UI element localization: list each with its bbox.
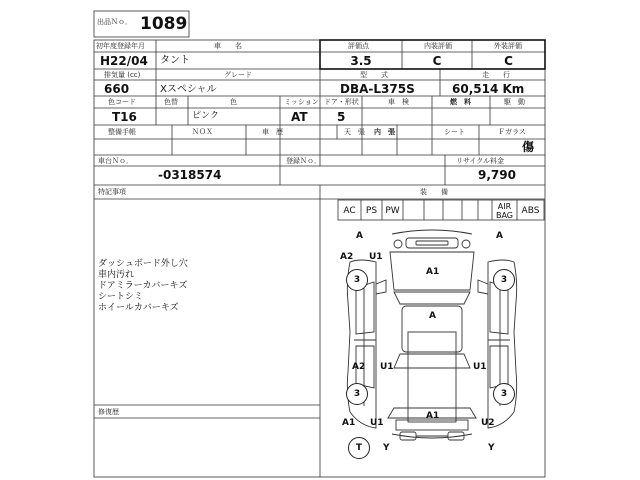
chassis-number-label: 車台Ｎｏ． <box>98 157 133 165</box>
model-value: DBA-L375S <box>340 82 415 96</box>
mark-y-right: Y <box>488 443 495 453</box>
mark-a2-rear: A2 <box>352 362 366 372</box>
mark-3-right-rear: 3 <box>493 383 515 405</box>
exterior-grade-label: 外装評価 <box>494 42 522 50</box>
first-registration-value: H22/04 <box>100 54 148 68</box>
front-glass-value: 傷 <box>522 140 535 154</box>
interior-grade-value: C <box>432 54 442 68</box>
equipment-airbag: AIR BAG <box>495 202 514 220</box>
seat-label: シート <box>444 128 465 136</box>
equipment-label: 装 備 <box>420 188 448 196</box>
color-value: ピンク <box>192 111 219 121</box>
recycle-fee-label: リサイクル料金 <box>456 157 505 165</box>
door-value: 5 <box>337 110 346 124</box>
displacement-label: 排気量 (cc) <box>104 71 141 79</box>
mark-a2-front: A2 <box>340 252 354 262</box>
chassis-number-value: -0318574 <box>158 168 222 182</box>
car-history-label: 車 歴 <box>262 128 283 136</box>
recycle-fee-value: 9,790 <box>478 168 516 182</box>
exterior-grade-value: C <box>504 54 513 68</box>
mark-u2-rear-right: U2 <box>481 418 495 428</box>
drive-label: 駆 動 <box>504 98 525 106</box>
mileage-value: 60,514 Km <box>452 82 525 96</box>
registration-number-label: 登録Ｎｏ． <box>286 157 321 165</box>
color-code-label: 色コード <box>108 98 136 106</box>
note-item: シートシミ <box>98 292 144 302</box>
mark-a-roof: A <box>429 311 436 321</box>
mark-u1-front: U1 <box>369 252 383 262</box>
mark-a-front-right: A <box>496 231 503 241</box>
mission-label: ミッション <box>284 98 319 106</box>
equipment-pw: PW <box>385 206 400 216</box>
lot-number-label: 出品Ｎｏ． <box>97 18 132 26</box>
service-book-label: 整備手帳 <box>108 128 136 136</box>
mileage-label: 走 行 <box>482 71 510 79</box>
displacement-value: 660 <box>104 82 130 96</box>
color-code-value: T16 <box>112 110 137 124</box>
mark-3-right-front: 3 <box>493 269 515 291</box>
note-item: ドアミラーカバーキズ <box>98 281 188 291</box>
door-shape-label: ドア・形状 <box>324 98 359 106</box>
model-label: 型 式 <box>360 71 388 79</box>
equipment-ac: AC <box>343 206 356 216</box>
color-change-label: 色替 <box>164 98 178 106</box>
notes-list <box>98 259 188 314</box>
mark-t-glass: T <box>348 437 370 459</box>
mark-y-left: Y <box>383 443 390 453</box>
note-item: 車内汚れ <box>98 270 135 280</box>
roof-lining-label: 天 張 <box>344 128 365 136</box>
car-name-label: 車 名 <box>214 42 242 50</box>
repair-history-label: 修復歴 <box>98 408 119 416</box>
inspection-label: 車 検 <box>388 98 409 106</box>
score-label: 評価点 <box>348 42 369 50</box>
note-item: ダッシュボード外し穴 <box>98 259 188 269</box>
interior-lining-label: 内 張 <box>374 128 395 136</box>
mark-u1-rear-bottom: U1 <box>370 418 384 428</box>
mark-u1-rear-right: U1 <box>473 362 487 372</box>
mark-3-left-front: 3 <box>346 269 368 291</box>
mark-a1-hood: A1 <box>426 267 440 277</box>
interior-grade-label: 内装評価 <box>424 42 452 50</box>
fuel-label: 燃 料 <box>450 98 471 106</box>
note-item: ホイールカバーキズ <box>98 303 179 313</box>
car-name-value: タント <box>160 55 190 66</box>
grade-value: Xスペシャル <box>160 84 217 95</box>
lot-number: 1089 <box>140 14 188 34</box>
notes-label: 特記事項 <box>98 188 126 196</box>
mark-a-front-left: A <box>356 231 363 241</box>
mark-u1-rear-left: U1 <box>380 362 394 372</box>
first-registration-label: 初年度登録年月 <box>96 42 145 50</box>
mark-3-left-rear: 3 <box>346 383 368 405</box>
front-glass-label: Ｆガラス <box>498 128 526 136</box>
grade-label: グレード <box>224 71 252 79</box>
color-label: 色 <box>230 98 237 106</box>
nox-label: ＮＯＸ <box>192 128 213 136</box>
mark-a1-back: A1 <box>426 411 440 421</box>
mission-value: AT <box>291 110 308 124</box>
equipment-abs: ABS <box>521 206 540 216</box>
mark-a1-rear-left: A1 <box>342 418 356 428</box>
score-value: 3.5 <box>350 54 372 68</box>
equipment-ps: PS <box>365 206 378 216</box>
